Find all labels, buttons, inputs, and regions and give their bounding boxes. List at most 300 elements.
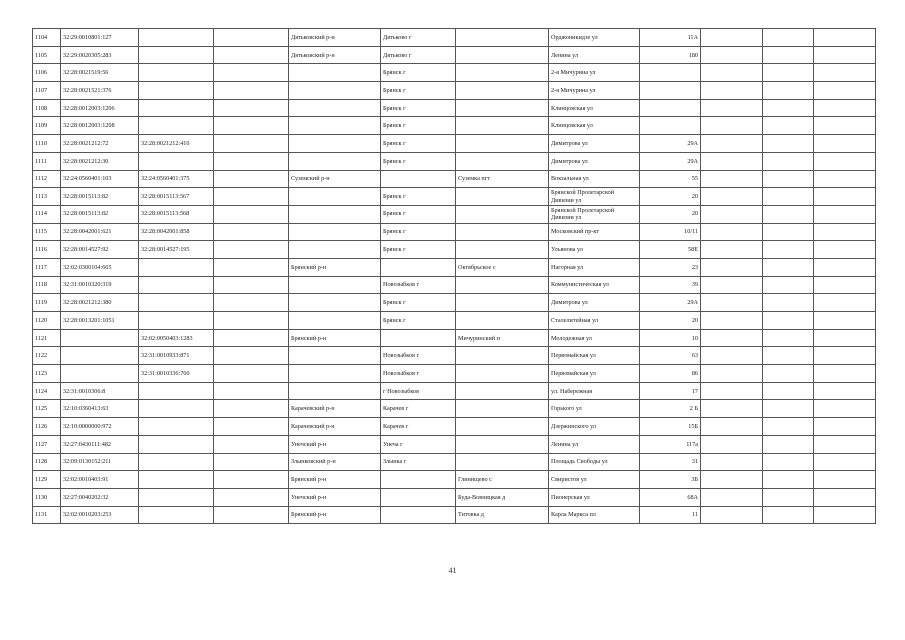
cell-extra-number xyxy=(214,170,289,188)
cell-city: Брянск г xyxy=(381,312,456,330)
cell-cadastral-number: 32:28:0015113:82 xyxy=(61,188,139,206)
cell-street: Первомайская ул xyxy=(549,365,640,383)
cell-cadastral-number: 32:27:0430111:482 xyxy=(61,435,139,453)
cell-district xyxy=(289,117,381,135)
cell-street: Клинцовская ул xyxy=(549,117,640,135)
cell-settlement xyxy=(456,117,549,135)
cell-extra-number xyxy=(214,46,289,64)
cell-object-number: 32:02:0050403:1283 xyxy=(139,329,214,347)
cell-house-number: 10 xyxy=(640,329,701,347)
cell-cadastral-number: 32:10:0360413:63 xyxy=(61,400,139,418)
cell-street: Брянской Пролетарской Дивизии ул xyxy=(549,188,640,206)
table-row xyxy=(33,29,876,47)
cell-street: Димитрова ул xyxy=(549,152,640,170)
cell-street: Клинцовская ул xyxy=(549,99,640,117)
cell-extra-number xyxy=(214,99,289,117)
cell-row-number: 1128 xyxy=(33,453,61,471)
cell-col-12 xyxy=(814,488,876,506)
cell-row-number: 1104 xyxy=(33,29,61,47)
cell-row-number: 1131 xyxy=(33,506,61,524)
cell-house-number: 29А xyxy=(640,294,701,312)
cell-row-number: 1115 xyxy=(33,223,61,241)
registry-table xyxy=(32,28,876,524)
cell-object-number xyxy=(139,506,214,524)
cell-street: Первомайская ул xyxy=(549,347,640,365)
cell-row-number: 1114 xyxy=(33,205,61,223)
cell-street: 2-я Мичурина ул xyxy=(549,64,640,82)
cell-col-10 xyxy=(701,223,763,241)
cell-cadastral-number: 32:28:0021519:56 xyxy=(61,64,139,82)
cell-col-10 xyxy=(701,117,763,135)
cell-extra-number xyxy=(214,276,289,294)
table-row xyxy=(33,99,876,117)
cell-house-number: 29А xyxy=(640,152,701,170)
cell-street: Брянской Пролетарской Дивизии ул xyxy=(549,205,640,223)
cell-city: Брянск г xyxy=(381,82,456,100)
cell-district: Злынковский р-н xyxy=(289,453,381,471)
cell-house-number: 15Б xyxy=(640,418,701,436)
cell-col-10 xyxy=(701,276,763,294)
cell-col-11 xyxy=(763,453,814,471)
cell-row-number: 1109 xyxy=(33,117,61,135)
cell-col-11 xyxy=(763,82,814,100)
cell-extra-number xyxy=(214,365,289,383)
cell-house-number: 117а xyxy=(640,435,701,453)
cell-city: Брянск г xyxy=(381,241,456,259)
cell-object-number: 32:28:0015113:568 xyxy=(139,205,214,223)
cell-district: Брянский р-н xyxy=(289,506,381,524)
cell-col-10 xyxy=(701,453,763,471)
cell-street: Коммунистическая ул xyxy=(549,276,640,294)
cell-extra-number xyxy=(214,258,289,276)
cell-house-number: 20 xyxy=(640,205,701,223)
cell-city: Брянск г xyxy=(381,223,456,241)
cell-col-11 xyxy=(763,117,814,135)
cell-cadastral-number: 32:28:0021212:72 xyxy=(61,135,139,153)
cell-settlement xyxy=(456,135,549,153)
cell-row-number: 1110 xyxy=(33,135,61,153)
cell-settlement xyxy=(456,188,549,206)
cell-col-12 xyxy=(814,46,876,64)
cell-street: Орджоникидзе ул xyxy=(549,29,640,47)
cell-city: Новозыбков г xyxy=(381,365,456,383)
table-row xyxy=(33,46,876,64)
cell-cadastral-number: 32:28:0013201:1051 xyxy=(61,312,139,330)
cell-cadastral-number: 32:09:0130152:211 xyxy=(61,453,139,471)
table-row xyxy=(33,435,876,453)
cell-district xyxy=(289,347,381,365)
cell-col-11 xyxy=(763,435,814,453)
cell-settlement: Октябрьское с xyxy=(456,258,549,276)
cell-cadastral-number: 32:02:0010203:253 xyxy=(61,506,139,524)
cell-col-12 xyxy=(814,82,876,100)
cell-col-10 xyxy=(701,488,763,506)
cell-col-11 xyxy=(763,294,814,312)
cell-col-10 xyxy=(701,418,763,436)
cell-settlement xyxy=(456,418,549,436)
cell-street: Димитрова ул xyxy=(549,135,640,153)
cell-col-12 xyxy=(814,188,876,206)
cell-cadastral-number: 32:02:0010403:91 xyxy=(61,471,139,489)
cell-col-10 xyxy=(701,382,763,400)
cell-col-10 xyxy=(701,205,763,223)
cell-cadastral-number: 32:28:0042001:621 xyxy=(61,223,139,241)
cell-settlement: Суземка пгт xyxy=(456,170,549,188)
cell-col-11 xyxy=(763,99,814,117)
cell-district xyxy=(289,241,381,259)
cell-settlement xyxy=(456,99,549,117)
cell-object-number: 32:31:0010933:871 xyxy=(139,347,214,365)
cell-col-11 xyxy=(763,312,814,330)
cell-district xyxy=(289,82,381,100)
cell-extra-number xyxy=(214,188,289,206)
cell-settlement: Буда-Вовницкая д xyxy=(456,488,549,506)
cell-city: Брянск г xyxy=(381,99,456,117)
cell-col-11 xyxy=(763,29,814,47)
cell-object-number xyxy=(139,29,214,47)
cell-col-12 xyxy=(814,135,876,153)
cell-col-11 xyxy=(763,152,814,170)
cell-row-number: 1121 xyxy=(33,329,61,347)
cell-col-10 xyxy=(701,312,763,330)
cell-object-number: 32:28:0042001:858 xyxy=(139,223,214,241)
cell-col-11 xyxy=(763,347,814,365)
cell-settlement xyxy=(456,205,549,223)
cell-house-number: 55 xyxy=(640,170,701,188)
cell-cadastral-number: 32:02:0300104:665 xyxy=(61,258,139,276)
cell-city: Карачев г xyxy=(381,418,456,436)
cell-col-10 xyxy=(701,99,763,117)
cell-street: Карла Маркса пл xyxy=(549,506,640,524)
cell-cadastral-number: 32:28:0012003:1206 xyxy=(61,99,139,117)
cell-col-11 xyxy=(763,205,814,223)
cell-extra-number xyxy=(214,488,289,506)
cell-row-number: 1116 xyxy=(33,241,61,259)
table-row xyxy=(33,135,876,153)
cell-extra-number xyxy=(214,64,289,82)
cell-district xyxy=(289,312,381,330)
cell-street: Дзержинского ул xyxy=(549,418,640,436)
cell-district: Суземский р-н xyxy=(289,170,381,188)
cell-col-10 xyxy=(701,294,763,312)
cell-object-number xyxy=(139,82,214,100)
cell-extra-number xyxy=(214,471,289,489)
cell-district xyxy=(289,382,381,400)
cell-col-10 xyxy=(701,188,763,206)
cell-city xyxy=(381,471,456,489)
cell-district: Брянский р-н xyxy=(289,329,381,347)
cell-settlement xyxy=(456,82,549,100)
cell-district: Дятьковский р-н xyxy=(289,29,381,47)
cell-city: Брянск г xyxy=(381,117,456,135)
cell-row-number: 1119 xyxy=(33,294,61,312)
cell-street: Сталелитейная ул xyxy=(549,312,640,330)
cell-street: Пионерская ул xyxy=(549,488,640,506)
table-row xyxy=(33,453,876,471)
cell-extra-number xyxy=(214,294,289,312)
cell-street: Вокзальная ул xyxy=(549,170,640,188)
cell-row-number: 1111 xyxy=(33,152,61,170)
cell-object-number xyxy=(139,488,214,506)
cell-settlement xyxy=(456,29,549,47)
cell-street: 2-я Мичурина ул xyxy=(549,82,640,100)
cell-object-number: 32:24:0560401:375 xyxy=(139,170,214,188)
cell-cadastral-number: 32:28:0021521:376 xyxy=(61,82,139,100)
cell-settlement xyxy=(456,64,549,82)
cell-object-number xyxy=(139,99,214,117)
cell-district xyxy=(289,276,381,294)
cell-extra-number xyxy=(214,382,289,400)
cell-col-10 xyxy=(701,365,763,383)
cell-cadastral-number: 32:28:0021212:30 xyxy=(61,152,139,170)
cell-extra-number xyxy=(214,135,289,153)
cell-city: Дятьково г xyxy=(381,46,456,64)
cell-district: Карачевский р-н xyxy=(289,418,381,436)
cell-col-10 xyxy=(701,29,763,47)
table-row xyxy=(33,152,876,170)
cell-row-number: 1106 xyxy=(33,64,61,82)
cell-settlement xyxy=(456,382,549,400)
cell-col-12 xyxy=(814,99,876,117)
cell-row-number: 1125 xyxy=(33,400,61,418)
table-row xyxy=(33,488,876,506)
cell-object-number xyxy=(139,64,214,82)
table-row xyxy=(33,117,876,135)
cell-col-10 xyxy=(701,258,763,276)
cell-street: Ульянова ул xyxy=(549,241,640,259)
cell-row-number: 1113 xyxy=(33,188,61,206)
cell-cadastral-number: 32:24:0560401:103 xyxy=(61,170,139,188)
cell-object-number: 32:28:0015113:567 xyxy=(139,188,214,206)
cell-col-12 xyxy=(814,64,876,82)
cell-settlement: Мичуринский п xyxy=(456,329,549,347)
table-row xyxy=(33,347,876,365)
cell-col-11 xyxy=(763,506,814,524)
cell-extra-number xyxy=(214,312,289,330)
cell-object-number xyxy=(139,382,214,400)
cell-row-number: 1105 xyxy=(33,46,61,64)
cell-settlement xyxy=(456,312,549,330)
cell-col-12 xyxy=(814,506,876,524)
cell-street: Ленина ул xyxy=(549,435,640,453)
cell-district xyxy=(289,152,381,170)
cell-col-12 xyxy=(814,170,876,188)
cell-col-11 xyxy=(763,46,814,64)
page-number: 41 xyxy=(448,566,457,575)
cell-col-10 xyxy=(701,152,763,170)
cell-extra-number xyxy=(214,453,289,471)
cell-extra-number xyxy=(214,82,289,100)
cell-col-11 xyxy=(763,64,814,82)
table-row xyxy=(33,82,876,100)
cell-street: Димитрова ул xyxy=(549,294,640,312)
cell-col-12 xyxy=(814,223,876,241)
cell-object-number xyxy=(139,435,214,453)
cell-col-12 xyxy=(814,276,876,294)
cell-extra-number xyxy=(214,205,289,223)
cell-city: Брянск г xyxy=(381,135,456,153)
cell-settlement xyxy=(456,400,549,418)
cell-district: Брянский р-н xyxy=(289,258,381,276)
cell-col-12 xyxy=(814,152,876,170)
cell-settlement xyxy=(456,347,549,365)
cell-house-number: 68А xyxy=(640,488,701,506)
cell-row-number: 1129 xyxy=(33,471,61,489)
registry-table-body xyxy=(33,29,876,524)
cell-extra-number xyxy=(214,435,289,453)
cell-city xyxy=(381,506,456,524)
cell-object-number xyxy=(139,453,214,471)
cell-col-12 xyxy=(814,471,876,489)
cell-city: Брянск г xyxy=(381,152,456,170)
cell-district xyxy=(289,99,381,117)
table-row xyxy=(33,64,876,82)
table-row xyxy=(33,418,876,436)
cell-cadastral-number xyxy=(61,329,139,347)
cell-col-11 xyxy=(763,188,814,206)
cell-col-12 xyxy=(814,435,876,453)
cell-street: Молодежная ул xyxy=(549,329,640,347)
cell-cadastral-number: 32:10:0000000:972 xyxy=(61,418,139,436)
cell-col-12 xyxy=(814,258,876,276)
cell-district xyxy=(289,64,381,82)
cell-extra-number xyxy=(214,117,289,135)
cell-col-10 xyxy=(701,82,763,100)
cell-house-number: 86 xyxy=(640,365,701,383)
table-row xyxy=(33,276,876,294)
cell-city: Брянск г xyxy=(381,64,456,82)
cell-settlement xyxy=(456,223,549,241)
cell-street: Московский пр-кт xyxy=(549,223,640,241)
cell-col-10 xyxy=(701,241,763,259)
cell-col-10 xyxy=(701,435,763,453)
cell-house-number: 180 xyxy=(640,46,701,64)
cell-settlement: Глинищево с xyxy=(456,471,549,489)
cell-col-10 xyxy=(701,46,763,64)
cell-cadastral-number: 32:28:0012003:1208 xyxy=(61,117,139,135)
cell-col-10 xyxy=(701,170,763,188)
cell-col-12 xyxy=(814,418,876,436)
cell-row-number: 1122 xyxy=(33,347,61,365)
cell-col-12 xyxy=(814,329,876,347)
table-row xyxy=(33,400,876,418)
cell-row-number: 1123 xyxy=(33,365,61,383)
cell-row-number: 1124 xyxy=(33,382,61,400)
cell-city: Брянск г xyxy=(381,294,456,312)
cell-row-number: 1108 xyxy=(33,99,61,117)
cell-object-number: 32:28:0021212:410 xyxy=(139,135,214,153)
cell-settlement xyxy=(456,365,549,383)
cell-extra-number xyxy=(214,506,289,524)
cell-district xyxy=(289,365,381,383)
cell-row-number: 1112 xyxy=(33,170,61,188)
cell-street: Горького ул xyxy=(549,400,640,418)
cell-city: Новозыбков г xyxy=(381,276,456,294)
cell-extra-number xyxy=(214,329,289,347)
cell-object-number xyxy=(139,258,214,276)
cell-cadastral-number: 32:28:0015113:82 xyxy=(61,205,139,223)
cell-district xyxy=(289,188,381,206)
cell-object-number xyxy=(139,152,214,170)
cell-col-12 xyxy=(814,205,876,223)
table-row xyxy=(33,223,876,241)
cell-object-number xyxy=(139,418,214,436)
cell-row-number: 1107 xyxy=(33,82,61,100)
cell-settlement xyxy=(456,46,549,64)
table-row xyxy=(33,471,876,489)
table-row xyxy=(33,188,876,206)
cell-col-12 xyxy=(814,347,876,365)
cell-district xyxy=(289,135,381,153)
cell-col-11 xyxy=(763,365,814,383)
cell-house-number: 3Б xyxy=(640,471,701,489)
cell-col-11 xyxy=(763,135,814,153)
cell-row-number: 1118 xyxy=(33,276,61,294)
cell-city: Унеча г xyxy=(381,435,456,453)
cell-extra-number xyxy=(214,152,289,170)
cell-house-number xyxy=(640,117,701,135)
cell-row-number: 1117 xyxy=(33,258,61,276)
cell-cadastral-number: 32:29:0010801:127 xyxy=(61,29,139,47)
cell-col-12 xyxy=(814,365,876,383)
cell-extra-number xyxy=(214,223,289,241)
cell-house-number: 11 xyxy=(640,506,701,524)
cell-col-11 xyxy=(763,471,814,489)
cell-district xyxy=(289,205,381,223)
cell-street: Площадь Свободы ул xyxy=(549,453,640,471)
cell-col-12 xyxy=(814,312,876,330)
cell-col-11 xyxy=(763,241,814,259)
table-row xyxy=(33,241,876,259)
cell-settlement xyxy=(456,453,549,471)
cell-house-number: 31 xyxy=(640,453,701,471)
cell-district: Карачевский р-н xyxy=(289,400,381,418)
cell-col-10 xyxy=(701,506,763,524)
cell-cadastral-number: 32:31:0010320:319 xyxy=(61,276,139,294)
cell-object-number xyxy=(139,276,214,294)
cell-object-number: 32:31:0010336:760 xyxy=(139,365,214,383)
table-row xyxy=(33,382,876,400)
cell-object-number xyxy=(139,117,214,135)
table-row xyxy=(33,329,876,347)
cell-extra-number xyxy=(214,241,289,259)
cell-settlement xyxy=(456,152,549,170)
cell-house-number: 11А xyxy=(640,29,701,47)
cell-district: Дятьковский р-н xyxy=(289,46,381,64)
cell-city xyxy=(381,329,456,347)
cell-house-number: 39 xyxy=(640,276,701,294)
cell-col-11 xyxy=(763,223,814,241)
cell-city: Карачев г xyxy=(381,400,456,418)
cell-col-11 xyxy=(763,418,814,436)
cell-city: Злынка г xyxy=(381,453,456,471)
cell-col-11 xyxy=(763,258,814,276)
cell-city: Брянск г xyxy=(381,205,456,223)
cell-col-12 xyxy=(814,382,876,400)
cell-house-number: 10/11 xyxy=(640,223,701,241)
cell-district xyxy=(289,223,381,241)
table-row xyxy=(33,365,876,383)
cell-house-number xyxy=(640,99,701,117)
table-row xyxy=(33,258,876,276)
cell-col-10 xyxy=(701,347,763,365)
cell-settlement xyxy=(456,241,549,259)
cell-cadastral-number xyxy=(61,347,139,365)
table-row xyxy=(33,170,876,188)
cell-col-12 xyxy=(814,117,876,135)
cell-district xyxy=(289,294,381,312)
cell-col-11 xyxy=(763,382,814,400)
